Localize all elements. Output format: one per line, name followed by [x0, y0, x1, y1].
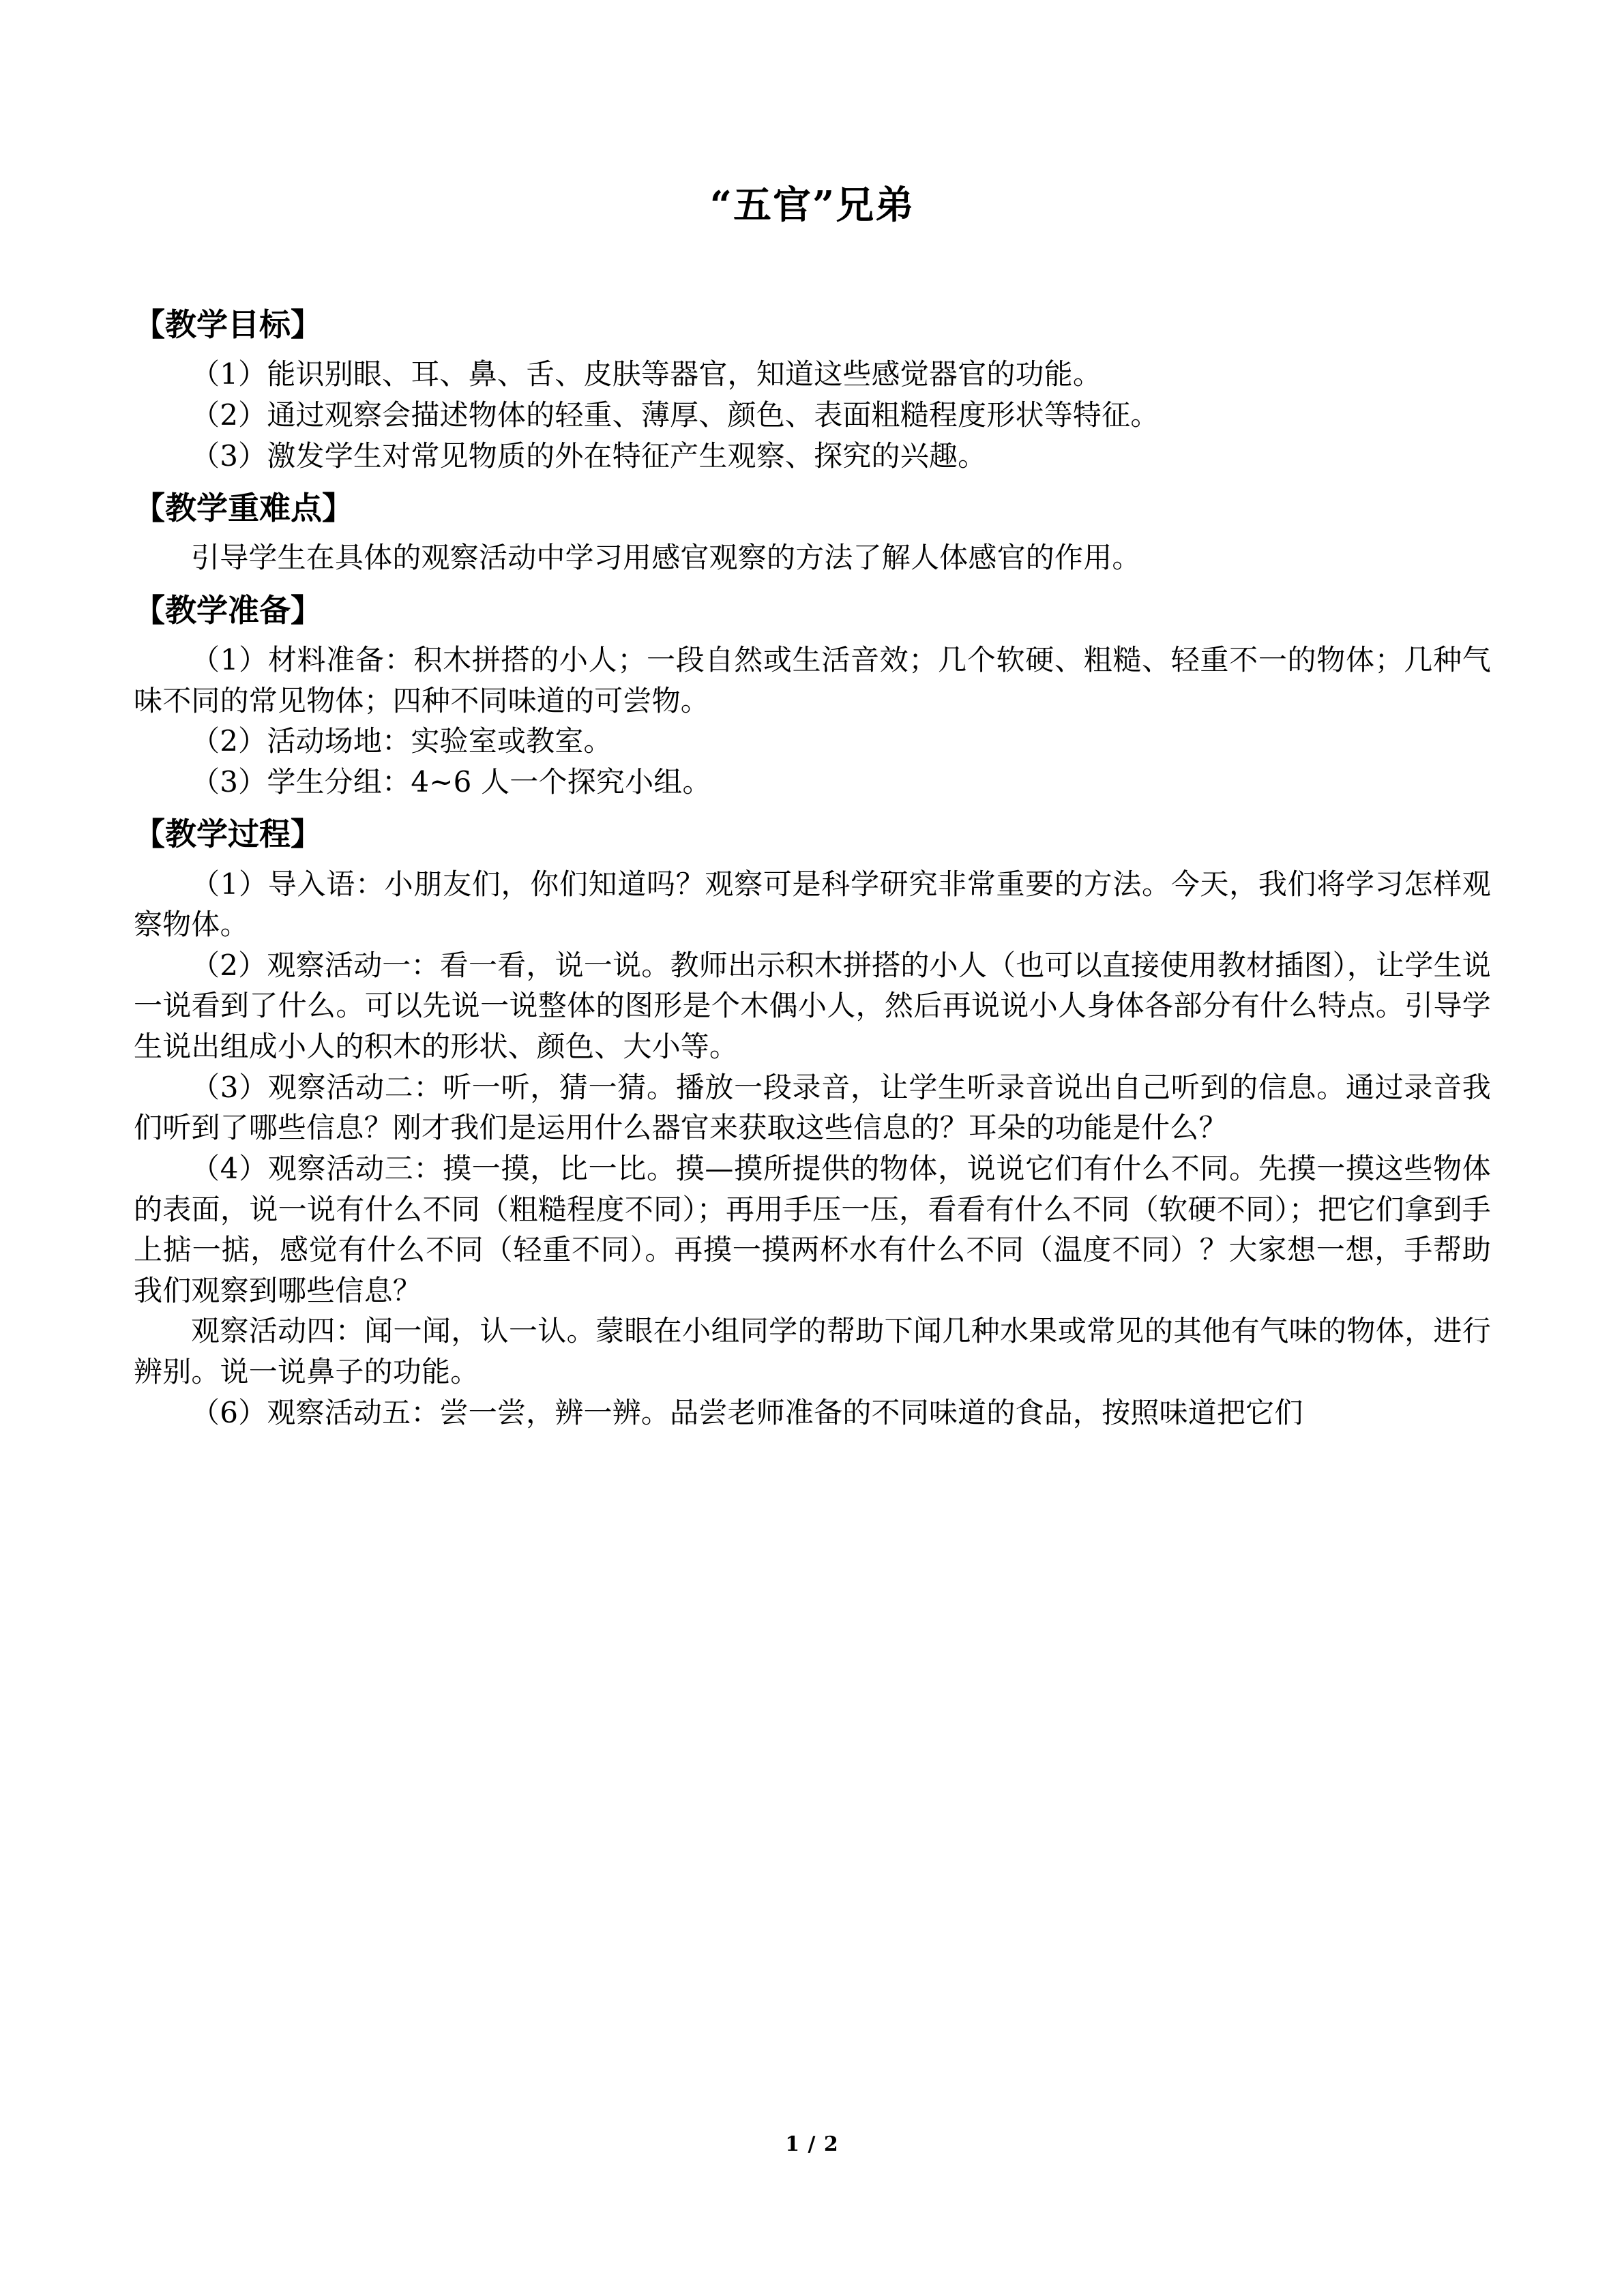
section-heading-objectives: 【教学目标】	[134, 306, 322, 344]
objective-item-3: （3）激发学生对常见物质的外在特征产生观察、探究的兴趣。	[191, 438, 987, 473]
process-item-4: （4）观察活动三：摸一摸，比一比。摸—摸所提供的物体，说说它们有什么不同。先摸一摸这些物体的表面，说一说有什么不同（粗糙程度不同）；再用手压一压，看看有什么不同（软硬不同）；把它们拿到手上掂一掂，感觉有什么不同（轻重不同）。再摸一摸两杯水有什么不同（温度不同）？大家想一想，手帮助我们观察到哪些信息？	[134, 1151, 1491, 1307]
objective-item-1: （1）能识别眼、耳、鼻、舌、皮肤等器官，知道这些感觉器官的功能。	[191, 357, 1102, 391]
process-item-2: （2）观察活动一：看一看，说一说。教师出示积木拼搭的小人（也可以直接使用教材插图），让学生说一说看到了什么。可以先说一说整体的图形是个木偶小人，然后再说说小人身体各部分有什么特点。引导学生说出组成小人的积木的形状、颜色、大小等。	[134, 948, 1491, 1064]
process-item-6: （6）观察活动五：尝一尝，辨一辨。品尝老师准备的不同味道的食品，按照味道把它们	[191, 1395, 1303, 1429]
process-item-1: （1）导入语：小朋友们，你们知道吗？观察可是科学研究非常重要的方法。今天，我们将学习怎样观察物体。	[134, 867, 1491, 942]
section-heading-process: 【教学过程】	[134, 816, 322, 853]
spacer	[134, 228, 1491, 303]
objective-item-2: （2）通过观察会描述物体的轻重、薄厚、颜色、表面粗糙程度形状等特征。	[191, 398, 1160, 432]
spacer	[134, 529, 1491, 537]
process-item-3: （3）观察活动二：听一听，猜一猜。播放一段录音，让学生听录音说出自己听到的信息。通过录音我们听到了哪些信息？刚才我们是运用什么器官来获取这些信息的？耳朵的功能是什么？	[134, 1070, 1491, 1145]
document-body	[134, 0, 1491, 1433]
spacer	[134, 476, 1491, 487]
section-heading-key-points: 【教学重难点】	[134, 490, 353, 527]
page-title: “五官”兄弟	[709, 183, 915, 228]
spacer	[134, 802, 1491, 813]
page-number-footer: 1 / 2	[785, 2132, 839, 2156]
preparation-item-1: （1）材料准备：积木拼搭的小人；一段自然或生活音效；几个软硬、粗糙、轻重不一的物体；几种气味不同的常见物体；四种不同味道的可尝物。	[134, 642, 1491, 717]
spacer	[134, 631, 1491, 640]
spacer	[134, 578, 1491, 589]
key-points-paragraph: 引导学生在具体的观察活动中学习用感官观察的方法了解人体感官的作用。	[191, 541, 1141, 575]
process-item-5: 观察活动四：闻一闻，认一认。蒙眼在小组同学的帮助下闻几种水果或常见的其他有气味的物体，进行辨别。说一说鼻子的功能。	[134, 1314, 1491, 1389]
preparation-item-3: （3）学生分组：4~6 人一个探究小组。	[191, 764, 711, 799]
spacer	[134, 856, 1491, 864]
preparation-item-2: （2）活动场地：实验室或教室。	[191, 724, 612, 758]
spacer	[134, 346, 1491, 354]
section-heading-preparation: 【教学准备】	[134, 591, 322, 629]
